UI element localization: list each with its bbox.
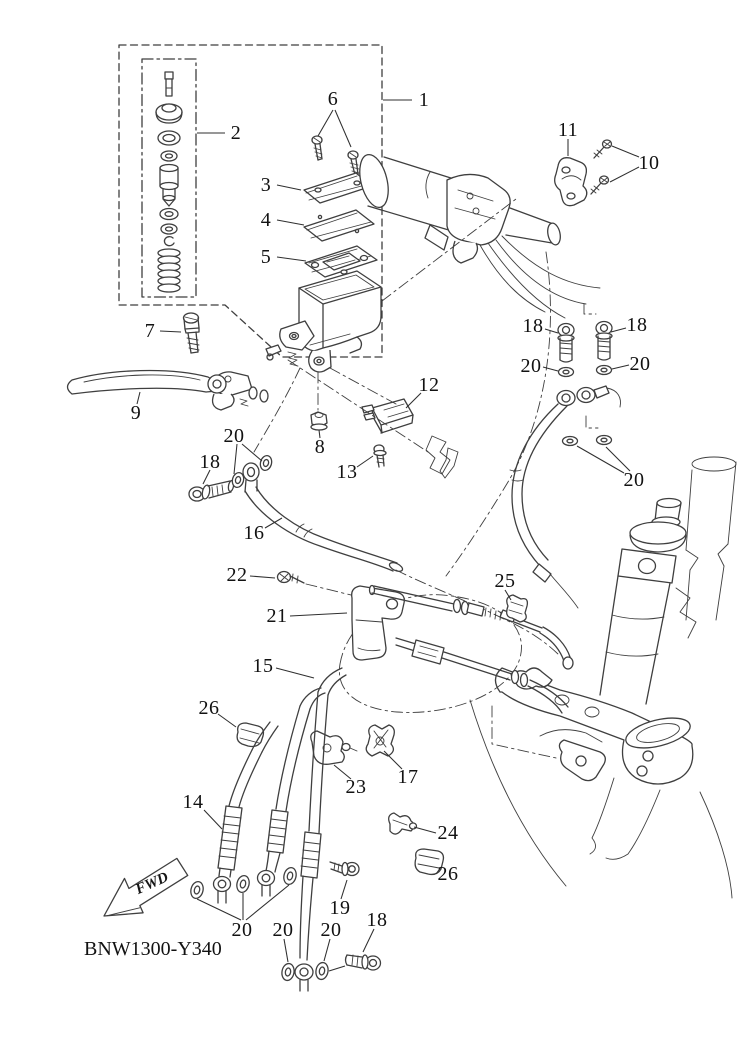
- callout-6: 6: [327, 88, 339, 110]
- fork-tube-upper-right: [686, 457, 736, 620]
- banjo-bolt-left: [189, 480, 234, 501]
- diaphragm: [305, 246, 377, 277]
- pivot-nut: [311, 412, 327, 430]
- clamp-25: [507, 595, 528, 622]
- union-bolt-18-right: [596, 322, 612, 361]
- callout-20: 20: [520, 355, 542, 377]
- callout-16: 16: [243, 522, 265, 544]
- callout-2: 2: [230, 122, 242, 144]
- callout-5: 5: [260, 246, 272, 268]
- callout-1: 1: [418, 89, 430, 111]
- callout-14: 14: [182, 791, 204, 813]
- bottom-banjo-b: [258, 871, 275, 897]
- routing-ghost-lines: [254, 252, 560, 712]
- callout-18: 18: [626, 314, 648, 336]
- brake-hose-16: [245, 487, 404, 573]
- bottom-bolt-18: [346, 955, 381, 970]
- cap-screws: [312, 110, 359, 175]
- brake-lever: [68, 371, 269, 410]
- callout-26: 26: [198, 697, 220, 719]
- callout-26: 26: [437, 863, 459, 885]
- callout-20: 20: [272, 919, 294, 941]
- callout-15: 15: [252, 655, 274, 677]
- union-bolt-18-left: [558, 324, 574, 363]
- callout-18: 18: [522, 315, 544, 337]
- callout-19: 19: [329, 897, 351, 919]
- bleed-bolt-19: [330, 862, 359, 876]
- clamp-23: [311, 731, 357, 764]
- grommet-26-left: [237, 723, 263, 747]
- group-box-1: [119, 45, 382, 357]
- switch-screw: [374, 445, 386, 467]
- callout-10: 10: [638, 152, 660, 174]
- bottom-banjo-a: [214, 877, 231, 904]
- bracket-screw-22: [278, 572, 305, 584]
- washer-left-b: [259, 454, 274, 471]
- fwd-label: FWD: [133, 869, 171, 898]
- torn-bracket-fragment: [426, 436, 458, 478]
- piston-assembly: [156, 72, 182, 292]
- lever-bolt: [184, 313, 200, 353]
- callout-25: 25: [494, 570, 516, 592]
- callout-22: 22: [226, 564, 248, 586]
- cap-plate: [304, 210, 374, 241]
- callout-8: 8: [314, 436, 326, 458]
- leader-lines: [137, 100, 639, 971]
- clamp-screws: [591, 140, 612, 194]
- callout-7: 7: [144, 320, 156, 342]
- union-washer-20-lower-right: [597, 436, 612, 445]
- ghost-frame-curves: [470, 588, 732, 898]
- callout-18: 18: [366, 909, 388, 931]
- part-code: BNW1300-Y340: [84, 938, 222, 960]
- union-axis-mark-top: [584, 304, 596, 314]
- ghost-fork-lower: [590, 778, 660, 859]
- callout-20: 20: [231, 919, 253, 941]
- union-washer-20-left: [559, 368, 574, 377]
- callout-20: 20: [623, 469, 645, 491]
- callout-23: 23: [345, 776, 367, 798]
- union-washer-20-right: [597, 366, 612, 375]
- brake-switch: [362, 399, 413, 433]
- clamp-26-right: [415, 849, 443, 874]
- callout-20: 20: [320, 919, 342, 941]
- callout-21: 21: [266, 605, 288, 627]
- clamp-holder: [555, 158, 587, 206]
- clamp-24: [389, 813, 417, 834]
- union-axis-mark-bottom: [586, 416, 598, 428]
- steering-stem: [600, 499, 686, 705]
- callout-20: 20: [629, 353, 651, 375]
- callout-20: 20: [223, 425, 245, 447]
- callout-18: 18: [199, 451, 221, 473]
- union-banjos: [557, 386, 620, 407]
- callout-17: 17: [397, 766, 419, 788]
- callout-4: 4: [260, 209, 272, 231]
- union-washer-20-lower-left: [563, 437, 578, 446]
- callout-13: 13: [336, 461, 358, 483]
- bracket-axis-line: [492, 706, 556, 758]
- callout-3: 3: [260, 174, 272, 196]
- caliper-bracket: [540, 730, 605, 781]
- brake-hose-15-lower: [295, 668, 346, 991]
- stem-brake-pipe: [510, 404, 578, 608]
- callout-11: 11: [557, 119, 579, 141]
- fwd-arrow-icon: [93, 854, 194, 927]
- hose-bracket-21: [352, 586, 405, 660]
- clamp-17: [366, 725, 394, 756]
- callout-24: 24: [437, 822, 459, 844]
- callout-9: 9: [130, 402, 142, 424]
- callout-12: 12: [418, 374, 440, 396]
